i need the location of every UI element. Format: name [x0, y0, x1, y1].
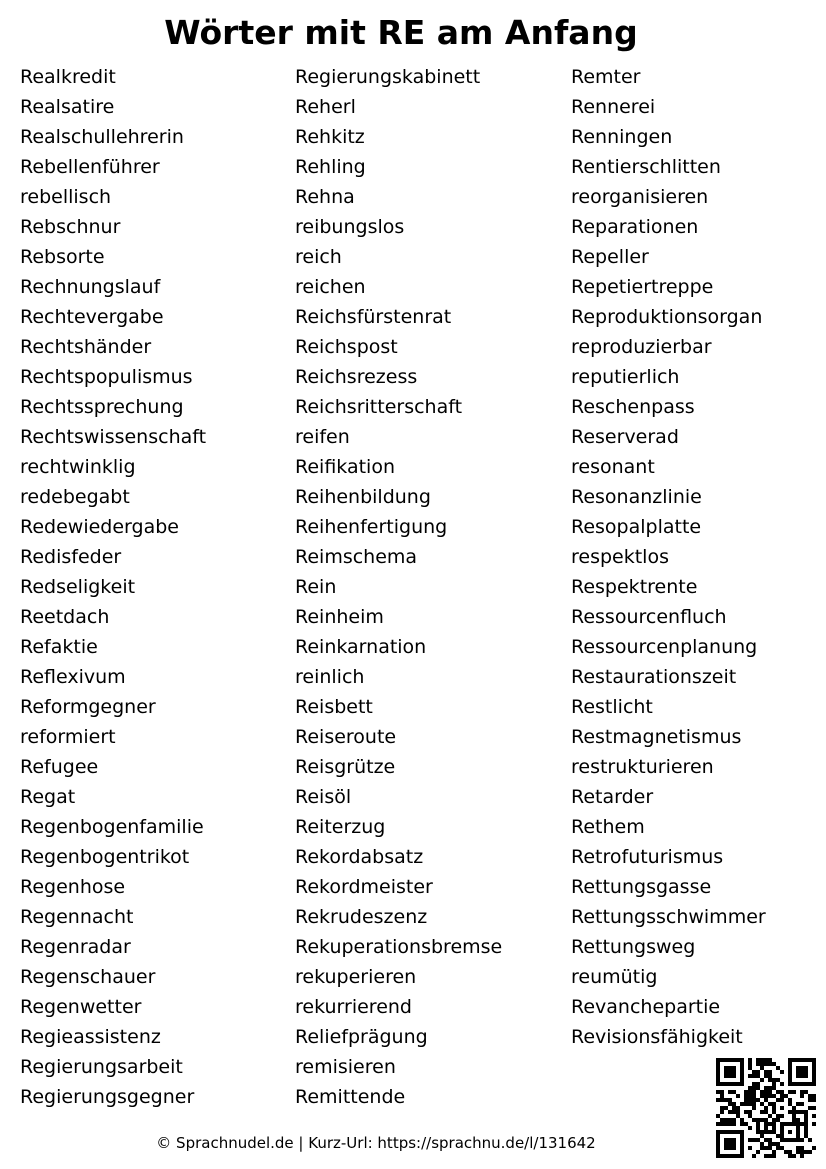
word-item: Rekordmeister: [295, 876, 433, 898]
word-item: Realschullehrerin: [20, 126, 184, 148]
word-item: reichen: [295, 276, 366, 298]
word-item: Refaktie: [20, 636, 98, 658]
word-item: redebegabt: [20, 486, 130, 508]
word-item: Realsatire: [20, 96, 115, 118]
word-item: Reflexivum: [20, 666, 126, 688]
word-item: Restmagnetismus: [571, 726, 742, 748]
word-column-1: [20, 62, 206, 1112]
word-item: Rethem: [571, 816, 645, 838]
word-item: Reherl: [295, 96, 356, 118]
word-item: Reihenfertigung: [295, 516, 448, 538]
word-item: Rehna: [295, 186, 355, 208]
word-item: Reichspost: [295, 336, 398, 358]
page-title: Wörter mit RE am Anfang: [164, 13, 638, 52]
word-item: Redisfeder: [20, 546, 122, 568]
word-item: Revanchepartie: [571, 996, 721, 1018]
word-column-2: [295, 62, 502, 1112]
word-item: reproduzierbar: [571, 336, 712, 358]
word-item: Rettungsschwimmer: [571, 906, 766, 928]
word-item: Regenschauer: [20, 966, 156, 988]
word-item: Reinkarnation: [295, 636, 427, 658]
word-item: remisieren: [295, 1056, 396, 1078]
word-item: Reinheim: [295, 606, 384, 628]
word-item: Refugee: [20, 756, 99, 778]
word-item: reich: [295, 246, 342, 268]
word-item: Reparationen: [571, 216, 699, 238]
word-item: Restaurationszeit: [571, 666, 737, 688]
word-item: Rechtevergabe: [20, 306, 164, 328]
word-item: restrukturieren: [571, 756, 714, 778]
word-item: Reformgegner: [20, 696, 156, 718]
word-item: respektlos: [571, 546, 669, 568]
word-item: Rechnungslauf: [20, 276, 161, 298]
word-item: Rebellenführer: [20, 156, 160, 178]
word-item: Regat: [20, 786, 76, 808]
word-item: Regenradar: [20, 936, 131, 958]
word-item: Rechtshänder: [20, 336, 152, 358]
word-item: Remter: [571, 66, 641, 88]
word-item: Rechtssprechung: [20, 396, 184, 418]
word-item: Rekuperationsbremse: [295, 936, 503, 958]
word-item: Repetiertreppe: [571, 276, 714, 298]
word-item: Regenwetter: [20, 996, 142, 1018]
word-item: Rettungsweg: [571, 936, 696, 958]
word-item: reorganisieren: [571, 186, 709, 208]
word-item: reinlich: [295, 666, 365, 688]
word-item: Ressourcenfluch: [571, 606, 727, 628]
word-item: Reisbett: [295, 696, 373, 718]
word-column-3: [571, 62, 766, 1052]
word-item: Retrofuturismus: [571, 846, 724, 868]
word-item: Regennacht: [20, 906, 134, 928]
word-item: Rekordabsatz: [295, 846, 424, 868]
word-item: Reschenpass: [571, 396, 695, 418]
footer-credit: © Sprachnudel.de | Kurz-Url: https://sprachnu.de/l/131642: [156, 1134, 596, 1152]
word-item: Rentierschlitten: [571, 156, 721, 178]
word-item: reumütig: [571, 966, 658, 988]
qr-code-icon: [716, 1058, 816, 1158]
word-item: Resopalplatte: [571, 516, 702, 538]
word-item: Redewiedergabe: [20, 516, 179, 538]
word-item: Regierungsgegner: [20, 1086, 195, 1108]
word-item: Reihenbildung: [295, 486, 431, 508]
word-item: Rebsorte: [20, 246, 105, 268]
word-item: Reifikation: [295, 456, 395, 478]
word-item: reformiert: [20, 726, 116, 748]
word-item: rebellisch: [20, 186, 112, 208]
word-item: Revisionsfähigkeit: [571, 1026, 743, 1048]
word-item: Regieassistenz: [20, 1026, 161, 1048]
word-item: Regenhose: [20, 876, 126, 898]
word-item: Regenbogentrikot: [20, 846, 190, 868]
word-item: Reproduktionsorgan: [571, 306, 763, 328]
word-item: Reserverad: [571, 426, 679, 448]
word-item: Redseligkeit: [20, 576, 136, 598]
word-item: Resonanzlinie: [571, 486, 702, 508]
word-item: Reisöl: [295, 786, 352, 808]
word-item: Repeller: [571, 246, 649, 268]
word-item: Reichsfürstenrat: [295, 306, 452, 328]
word-item: Renningen: [571, 126, 673, 148]
word-item: Rebschnur: [20, 216, 121, 238]
word-item: Regierungskabinett: [295, 66, 481, 88]
word-item: reibungslos: [295, 216, 405, 238]
word-item: Rehling: [295, 156, 366, 178]
word-item: Rechtspopulismus: [20, 366, 193, 388]
word-item: Rekrudeszenz: [295, 906, 428, 928]
word-item: Regierungsarbeit: [20, 1056, 183, 1078]
word-item: Reichsrezess: [295, 366, 418, 388]
word-item: Rein: [295, 576, 337, 598]
word-item: Remittende: [295, 1086, 406, 1108]
word-item: Reiterzug: [295, 816, 386, 838]
word-item: Reisgrütze: [295, 756, 396, 778]
word-item: reifen: [295, 426, 350, 448]
word-item: Rennerei: [571, 96, 656, 118]
word-item: Rettungsgasse: [571, 876, 712, 898]
word-item: Realkredit: [20, 66, 116, 88]
word-item: Respektrente: [571, 576, 698, 598]
word-item: Retarder: [571, 786, 654, 808]
word-item: Regenbogenfamilie: [20, 816, 204, 838]
word-item: Reliefprägung: [295, 1026, 428, 1048]
word-item: Reimschema: [295, 546, 418, 568]
word-item: Ressourcenplanung: [571, 636, 758, 658]
word-item: Rehkitz: [295, 126, 365, 148]
word-item: Rechtswissenschaft: [20, 426, 207, 448]
word-item: Restlicht: [571, 696, 653, 718]
word-item: rekurrierend: [295, 996, 412, 1018]
word-item: Reichsritterschaft: [295, 396, 463, 418]
word-item: resonant: [571, 456, 655, 478]
word-item: Reiseroute: [295, 726, 397, 748]
word-item: Reetdach: [20, 606, 110, 628]
word-item: reputierlich: [571, 366, 680, 388]
word-item: rekuperieren: [295, 966, 417, 988]
word-item: rechtwinklig: [20, 456, 136, 478]
